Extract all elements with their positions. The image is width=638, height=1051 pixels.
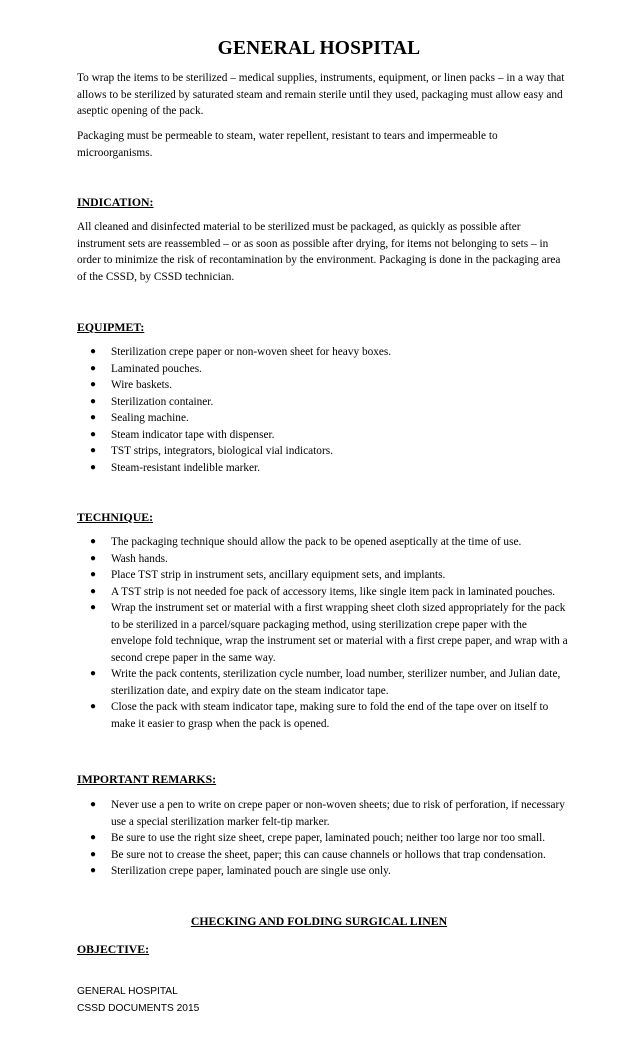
bullet-icon: ● — [90, 428, 97, 440]
equipment-list — [77, 344, 569, 476]
page-title: GENERAL HOSPITAL — [217, 38, 421, 59]
list-item: ● Be sure to use the right size sheet, crepe paper, laminated pouch; neither too large nor too small. — [77, 830, 569, 847]
list-item: ● Sterilization container. — [77, 394, 569, 411]
bullet-icon: ● — [90, 569, 97, 580]
bullet-icon: ● — [90, 865, 97, 876]
list-item: ● The packaging technique should allow the pack to be opened aseptically at the time of use. — [77, 534, 569, 551]
bullet-icon: ● — [90, 461, 97, 473]
bullet-icon: ● — [90, 602, 97, 613]
equipment-heading: EQUIPMET: — [77, 320, 145, 334]
bullet-icon: ● — [90, 412, 97, 423]
bullet-icon: ● — [90, 395, 97, 407]
intro-paragraph-2: Packaging must be permeable to steam, water repellent, resistant to tears and impermeable to microorganisms. — [77, 130, 498, 159]
list-item: ● Close the pack with steam indicator tape, making sure to fold the end of the tape over on itself to make it easier to grasp when the pack is opened. — [90, 701, 549, 730]
technique-list — [77, 534, 569, 732]
list-item: ● Place TST strip in instrument sets, ancillary equipment sets, and implants. — [77, 567, 569, 584]
list-item: ● A TST strip is not needed foe pack of accessory items, like single item pack in laminated pouches. — [77, 584, 569, 601]
bullet-icon: ● — [90, 585, 97, 597]
bullet-icon: ● — [90, 362, 97, 374]
list-item: ● Wash hands. — [77, 551, 569, 568]
page-footer — [77, 984, 199, 1017]
list-item: ● Be sure not to crease the sheet, paper; this can cause channels or hollows that trap condensation. — [77, 847, 569, 864]
list-item: ● Wrap the instrument set or material with a first wrapping sheet cloth sized appropriately for the pack to be sterilized in a parcel/square packaging method, using sterilization crepe paper with the envelope fold technique, wrap the instrument set or material with a first crepe paper, and wrap with a second crepe paper in the same way. — [90, 602, 568, 664]
objective-heading: OBJECTIVE: — [77, 942, 150, 956]
list-item: ● Wire baskets. — [77, 377, 569, 394]
list-item: ● Steam indicator tape with dispenser. — [77, 427, 569, 444]
footer-line-1: GENERAL HOSPITAL — [77, 986, 178, 997]
bullet-icon: ● — [90, 536, 97, 547]
remarks-list — [77, 797, 569, 880]
list-item: ● Sealing machine. — [77, 410, 569, 427]
indication-text: All cleaned and disinfected material to be sterilized must be packaged, as quickly as possible after instrument sets are reassembled – or as soon as possible after drying, for items not belonging to sets – in order to minimize the risk of recontamination by the environment. Packaging is done in the packaging area of the CSSD, by CSSD technician. — [77, 221, 561, 284]
bullet-icon: ● — [90, 848, 97, 860]
list-item: ● TST strips, integrators, biological vial indicators. — [77, 443, 569, 460]
list-item: ● Sterilization crepe paper, laminated pouch are single use only. — [77, 863, 569, 880]
bullet-icon: ● — [90, 799, 97, 810]
bullet-icon: ● — [90, 668, 97, 679]
list-item: ● Write the pack contents, sterilization cycle number, load number, sterilizer number, and Julian date, sterilization date, and expiry date on the steam indicator tape. — [90, 668, 561, 697]
indication-heading: INDICATION: — [77, 195, 154, 209]
bullet-icon: ● — [90, 832, 97, 843]
section-heading-linen: CHECKING AND FOLDING SURGICAL LINEN — [190, 914, 448, 928]
bullet-icon: ● — [90, 379, 97, 390]
list-item: ● Steam-resistant indelible marker. — [77, 460, 569, 477]
list-item: ● Sterilization crepe paper or non-woven sheet for heavy boxes. — [77, 344, 569, 361]
bullet-icon: ● — [90, 445, 97, 456]
footer-line-2: CSSD DOCUMENTS 2015 — [77, 1002, 200, 1014]
list-item: ● Never use a pen to write on crepe paper or non-woven sheets; due to risk of perforation, if necessary use a special sterilization marker felt-tip marker. — [90, 799, 565, 828]
bullet-icon: ● — [90, 701, 97, 712]
bullet-icon: ● — [90, 552, 97, 564]
technique-heading: TECHNIQUE: — [77, 510, 154, 524]
list-item: ● Laminated pouches. — [77, 361, 569, 378]
bullet-icon: ● — [90, 346, 97, 357]
remarks-heading: IMPORTANT REMARKS: — [77, 772, 217, 786]
intro-paragraph-1: To wrap the items to be sterilized – medical supplies, instruments, equipment, or linen packs – in a way that allows to be sterilized by saturated steam and remain sterile until they used, packaging must allow easy and aseptic opening of the pack. — [77, 72, 565, 118]
